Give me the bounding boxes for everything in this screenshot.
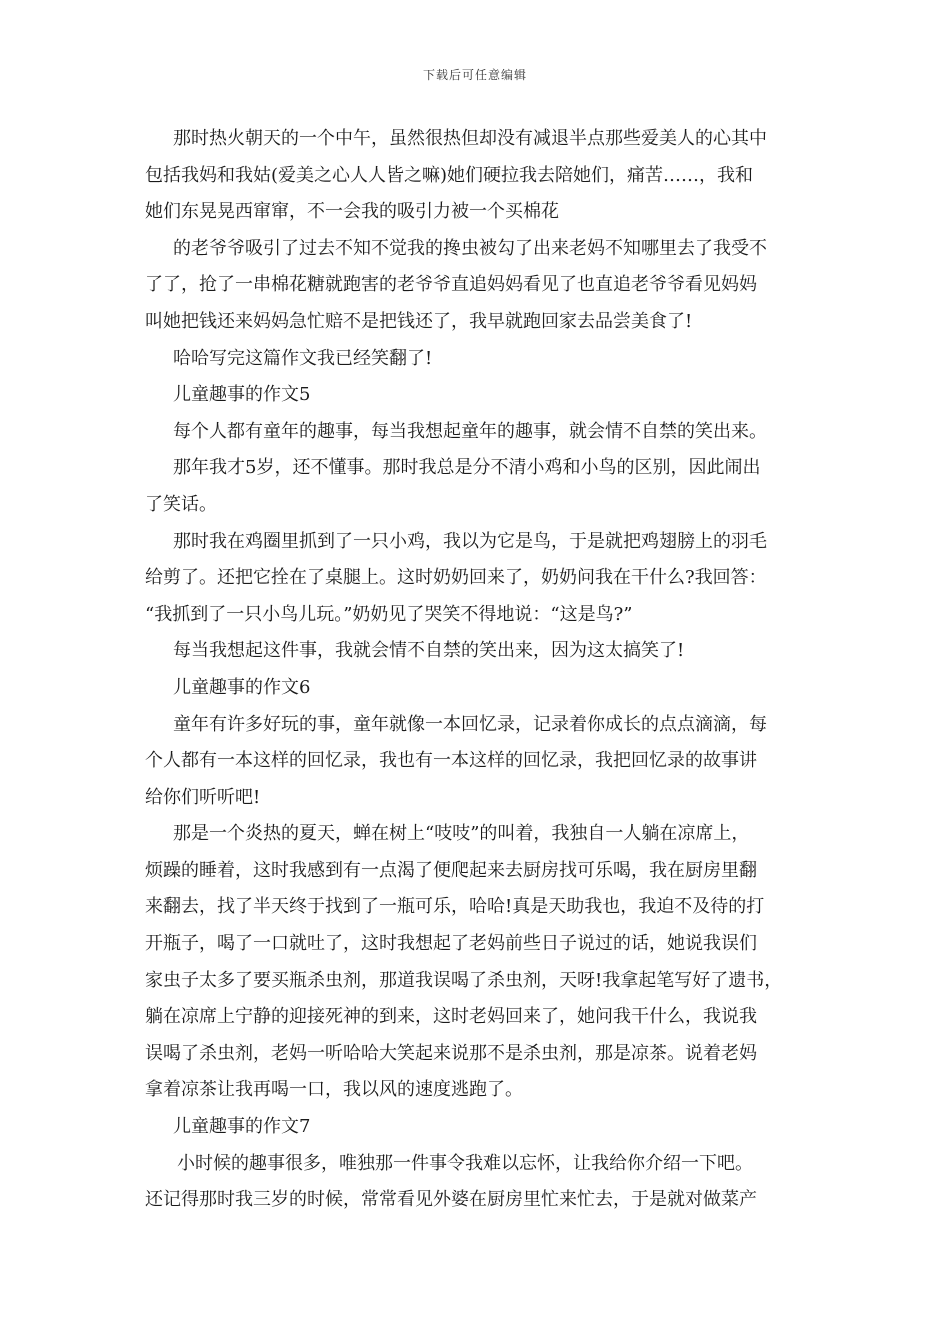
paragraph-line: 拿着凉茶让我再喝一口，我以风的速度逃跑了。 — [145, 1079, 523, 1101]
paragraph-line: 来翻去，找了半天终于找到了一瓶可乐，哈哈!真是天助我也，我迫不及待的打 — [145, 896, 765, 918]
paragraph-line: 给你们听听吧! — [145, 786, 261, 808]
paragraph-line: 误喝了杀虫剂，老妈一听哈哈大笑起来说那不是杀虫剂，那是凉茶。说着老妈 — [145, 1042, 757, 1064]
paragraph-line: 还记得那时我三岁的时候，常常看见外婆在厨房里忙来忙去，于是就对做菜产 — [145, 1189, 757, 1211]
page-header: 下载后可任意编辑 — [422, 68, 527, 82]
paragraph-line: 个人都有一本这样的回忆录，我也有一本这样的回忆录，我把回忆录的故事讲 — [145, 750, 757, 772]
section-title: 儿童趣事的作文5 — [173, 384, 311, 406]
paragraph-line: “我抓到了一只小鸟儿玩。”奶奶见了哭笑不得地说：“这是鸟?” — [145, 603, 633, 625]
paragraph-line: 小时候的趣事很多，唯独那一件事令我难以忘怀，让我给你介绍一下吧。 — [177, 1152, 753, 1174]
paragraph-line: 家虫子太多了要买瓶杀虫剂，那道我误喝了杀虫剂，天呀!我拿起笔写好了遗书， — [145, 969, 783, 991]
paragraph-line: 那时热火朝天的一个中午，虽然很热但却没有减退半点那些爱美人的心其中 — [173, 128, 767, 149]
paragraph-line: 童年有许多好玩的事，童年就像一本回忆录，记录着你成长的点点滴滴，每 — [173, 713, 767, 735]
section-title: 儿童趣事的作文6 — [173, 676, 311, 698]
document-body — [145, 121, 809, 1219]
paragraph-line: 那是一个炎热的夏天，蝉在树上“吱吱”的叫着，我独自一人躺在凉席上， — [173, 823, 750, 845]
paragraph-line: 了了，抢了一串棉花糖就跑害的老爷爷直追妈妈看见了也直追老爷爷看见妈妈 — [145, 274, 757, 296]
paragraph-line: 每当我想起这件事，我就会情不自禁的笑出来，因为这太搞笑了! — [173, 640, 685, 662]
paragraph-line: 给剪了。还把它拴在了桌腿上。这时奶奶回来了，奶奶问我在干什么?我回答： — [145, 567, 767, 589]
paragraph-line: 那年我才5岁，还不懂事。那时我总是分不清小鸡和小鸟的区别，因此闹出 — [173, 457, 761, 479]
paragraph-line: 烦躁的睡着，这时我感到有一点渴了便爬起来去厨房找可乐喝，我在厨房里翻 — [145, 859, 757, 881]
paragraph-line: 的老爷爷吸引了过去不知不觉我的搀虫被勾了出来老妈不知哪里去了我受不 — [173, 237, 767, 259]
paragraph-line: 叫她把钱还来妈妈急忙赔不是把钱还了，我早就跑回家去品尝美食了! — [145, 310, 693, 332]
paragraph-line: 每个人都有童年的趣事，每当我想起童年的趣事，就会情不自禁的笑出来。 — [173, 420, 767, 442]
paragraph-line: 包括我妈和我姑(爱美之心人人皆之嘛)她们硬拉我去陪她们，痛苦……，我和 — [145, 164, 754, 186]
paragraph-line: 躺在凉席上宁静的迎接死神的到来，这时老妈回来了，她问我干什么，我说我 — [145, 1006, 757, 1028]
paragraph-line: 她们东晃晃西窜窜，不一会我的吸引力被一个买棉花 — [145, 201, 559, 223]
section-title: 儿童趣事的作文7 — [173, 1116, 311, 1138]
paragraph-line: 开瓶子，喝了一口就吐了，这时我想起了老妈前些日子说过的话，她说我误们 — [145, 933, 757, 955]
paragraph-line: 哈哈写完这篇作文我已经笑翻了! — [173, 347, 433, 369]
paragraph-line: 那时我在鸡圈里抓到了一只小鸡，我以为它是鸟，于是就把鸡翅膀上的羽毛 — [173, 530, 767, 552]
paragraph-line: 了笑话。 — [145, 493, 217, 515]
